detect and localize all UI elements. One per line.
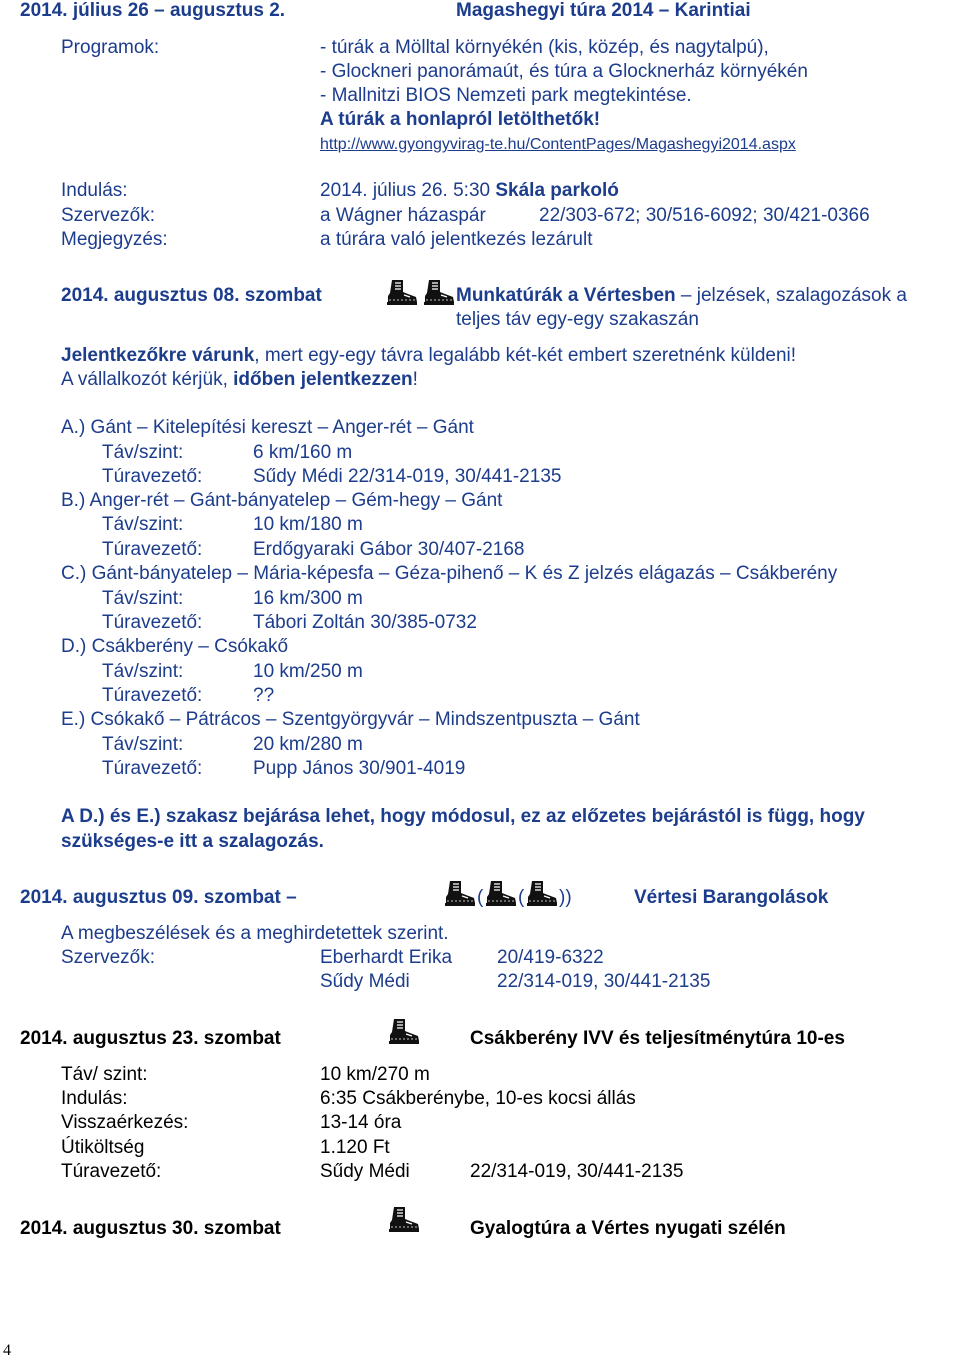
aug09-desc: A megbeszélések és a meghirdetettek szerint. [61, 923, 449, 944]
aug23-row-value: 13-14 óra [320, 1112, 402, 1133]
hiking-boot-icon [386, 279, 418, 305]
aug08-note-line-1: A D.) és E.) szakasz bejárása lehet, hogy módosul, ez az előzetes bejárástól is függ, hogy [61, 806, 865, 827]
aug23-row-value: 10 km/270 m [320, 1064, 430, 1085]
aug08-p2-start: A vállalkozót kérjük, [61, 369, 234, 390]
organizers-name: a Wágner házaspár [320, 205, 486, 226]
route-a: A.) Gánt – Kitelepítési kereszt – Anger-rét – Gánt [61, 417, 474, 438]
departure-date: 2014. július 26. 5:30 [320, 180, 491, 201]
aug23-row-value: Sűdy Médi [320, 1161, 410, 1182]
route-d-distance: 10 km/250 m [253, 661, 363, 682]
note-text: a túrára való jelentkezés lezárult [320, 229, 593, 250]
aug23-row-label: Táv/ szint: [61, 1064, 148, 1085]
aug08-paragraph-2 [61, 369, 418, 391]
route-d-guide: ?? [253, 685, 275, 706]
aug09-organizer-name: Eberhardt Erika [320, 947, 453, 968]
aug23-row-extra: 22/314-019, 30/441-2135 [470, 1161, 684, 1182]
page-number: 4 [3, 1342, 11, 1359]
aug09-organizer-phone: 20/419-6322 [497, 947, 604, 968]
route-c: C.) Gánt-bányatelep – Mária-képesfa – Géza-pihenő – K és Z jelzés elágazás – Csákberény [61, 563, 838, 584]
aug23-row-label: Túravezető: [61, 1161, 162, 1182]
aug08-headline [456, 285, 907, 307]
hiking-boot-icon [388, 1206, 420, 1232]
route-c-guide: Tábori Zoltán 30/385-0732 [253, 612, 477, 633]
aug23-row-value: 1.120 Ft [320, 1137, 390, 1158]
organizers-phones: 22/303-672; 30/516-6092; 30/421-0366 [539, 205, 870, 226]
aug23-title: Csákberény IVV és teljesítménytúra 10-es [470, 1028, 845, 1049]
aug23-row-label: Visszaérkezés: [61, 1112, 189, 1133]
aug09-organizer-phone: 22/314-019, 30/441-2135 [497, 971, 711, 992]
aug23-row-label: Indulás: [61, 1088, 128, 1109]
header-title: Magashegyi túra 2014 – Karintiai [456, 0, 751, 21]
aug30-date: 2014. augusztus 30. szombat [20, 1218, 281, 1239]
hiking-boot-icon [388, 1018, 420, 1044]
aug08-date: 2014. augusztus 08. szombat [61, 285, 322, 306]
aug08-title: Munkatúrák a Vértesben [456, 285, 676, 306]
download-note: A túrák a honlapról letölthetők! [320, 109, 601, 130]
route-b-distance: 10 km/180 m [253, 514, 363, 535]
aug23-date: 2014. augusztus 23. szombat [20, 1028, 281, 1049]
route-d: D.) Csákberény – Csókakő [61, 636, 289, 657]
route-a-guide: Sűdy Médi 22/314-019, 30/441-2135 [253, 466, 562, 487]
program-item: - Mallnitzi BIOS Nemzeti park megtekintése. [320, 85, 692, 106]
aug08-p1-bold: Jelentkezőkre várunk [61, 345, 255, 366]
aug09-organizer-name: Sűdy Médi [320, 971, 410, 992]
programs-label: Programok: [61, 37, 160, 58]
aug09-title: Vértesi Barangolások [634, 887, 829, 908]
route-e-guide: Pupp János 30/901-4019 [253, 758, 466, 779]
distance-label: Táv/szint: [102, 442, 184, 463]
aug08-desc-cont: teljes táv egy-egy szakaszán [456, 309, 699, 330]
hiking-boot-icon [485, 880, 517, 906]
guide-label: Túravezető: [102, 612, 203, 633]
route-e: E.) Csókakő – Pátrácos – Szentgyörgyvár – Mindszentpuszta – Gánt [61, 709, 640, 730]
aug23-row-value: 6:35 Csákberénybe, 10-es kocsi állás [320, 1088, 636, 1109]
departure-label: Indulás: [61, 180, 128, 201]
distance-label: Táv/szint: [102, 588, 184, 609]
guide-label: Túravezető: [102, 685, 203, 706]
departure-place: Skála parkoló [495, 180, 619, 201]
aug08-desc: – jelzések, szalagozások a [680, 285, 907, 306]
aug08-p1-rest: , mert egy-egy távra legalább két-két embert szeretnénk küldeni! [254, 345, 797, 366]
route-e-distance: 20 km/280 m [253, 734, 363, 755]
program-item: - túrák a Mölltal környékén (kis, közép, és nagytalpú), [320, 37, 769, 58]
departure-value [320, 180, 619, 202]
organizers-label: Szervezők: [61, 205, 155, 226]
route-b-guide: Erdőgyaraki Gábor 30/407-2168 [253, 539, 525, 560]
aug08-p2-bold: időben jelentkezzen [233, 369, 413, 390]
program-item: - Glockneri panorámaút, és túra a Glocknerház környékén [320, 61, 808, 82]
distance-label: Táv/szint: [102, 661, 184, 682]
aug08-note-line-2: szükséges-e itt a szalagozás. [61, 831, 324, 852]
hiking-boot-icon [444, 880, 476, 906]
route-a-distance: 6 km/160 m [253, 442, 353, 463]
aug23-row-label: Útiköltség [61, 1137, 145, 1158]
note-label: Megjegyzés: [61, 229, 168, 250]
program-link[interactable]: http://www.gyongyvirag-te.hu/ContentPages/Magashegyi2014.aspx [320, 136, 796, 153]
distance-label: Táv/szint: [102, 514, 184, 535]
aug08-paragraph-1 [61, 345, 796, 367]
hiking-boot-icon [526, 880, 558, 906]
route-c-distance: 16 km/300 m [253, 588, 363, 609]
aug09-date: 2014. augusztus 09. szombat – [20, 887, 297, 908]
hiking-boot-icon [423, 279, 455, 305]
guide-label: Túravezető: [102, 539, 203, 560]
guide-label: Túravezető: [102, 758, 203, 779]
aug08-p2-end: ! [412, 369, 418, 390]
distance-label: Táv/szint: [102, 734, 184, 755]
guide-label: Túravezető: [102, 466, 203, 487]
aug09-organizers-label: Szervezők: [61, 947, 155, 968]
header-date: 2014. július 26 – augusztus 2. [20, 0, 286, 21]
aug30-title: Gyalogtúra a Vértes nyugati szélén [470, 1218, 786, 1239]
route-b: B.) Anger-rét – Gánt-bányatelep – Gém-hegy – Gánt [61, 490, 503, 511]
